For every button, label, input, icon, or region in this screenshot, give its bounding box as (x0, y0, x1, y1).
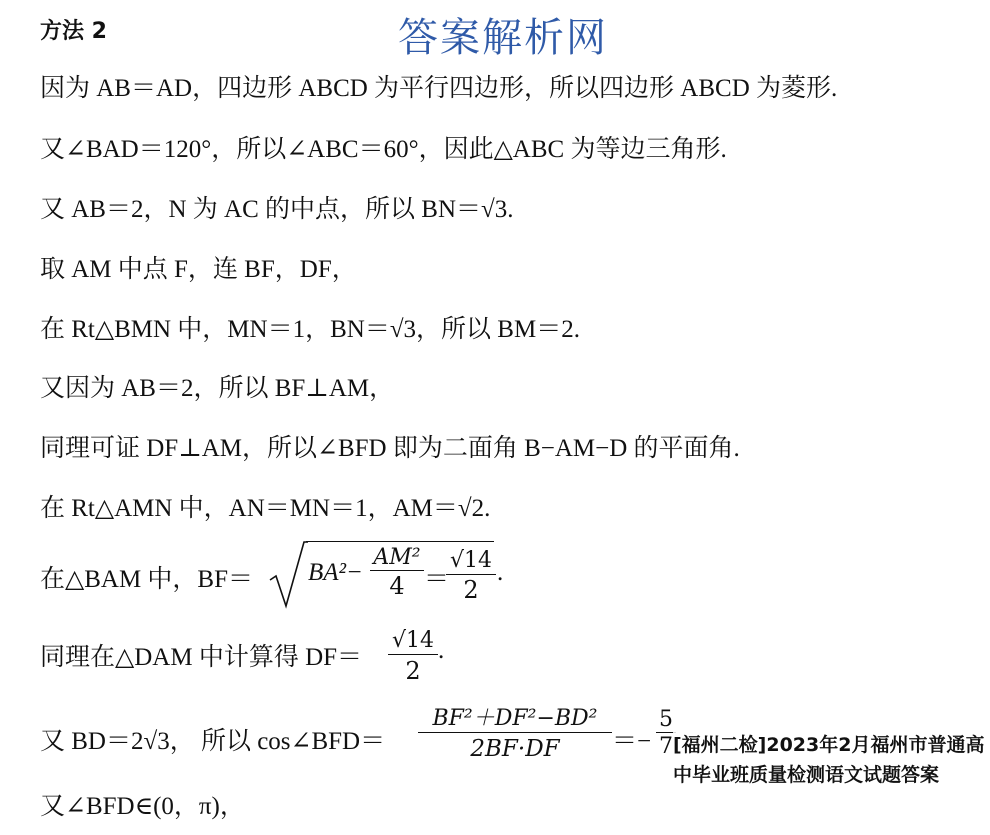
equation-bf-eq: ＝ (424, 566, 450, 593)
equation-cos-eq: ＝− (612, 728, 652, 755)
equation-bf-inner-fraction (370, 546, 424, 601)
fraction-denominator: 2 (405, 657, 421, 685)
equation-bf-inner-left: BA²− (308, 559, 363, 586)
solution-line-7: 同理可证 DF⊥AM，所以∠BFD 即为二面角 B−AM−D 的平面角. (40, 435, 740, 462)
solution-line-3: 又 AB＝2，N 为 AC 的中点，所以 BN＝√3. (40, 196, 514, 223)
equation-bf-prefix: 在△BAM 中，BF＝ (40, 566, 254, 593)
fraction-denominator: 4 (389, 572, 405, 600)
fraction-numerator: √14 (391, 628, 434, 653)
fraction-numerator: AM² (373, 545, 421, 570)
fraction-denominator: 2BF·DF (470, 736, 560, 762)
source-caption: [福州二检]2023年2月福州市普通高中毕业班质量检测语文试题答案 (673, 730, 990, 790)
fraction-numerator: √14 (449, 548, 492, 573)
section-heading: 方法 2 (40, 19, 107, 44)
solution-line-6: 又因为 AB＝2，所以 BF⊥AM， (40, 375, 395, 402)
radical-overline (306, 541, 494, 542)
equation-df-prefix: 同理在△DAM 中计算得 DF＝ (40, 644, 363, 671)
solution-last-line: 又∠BFD∈(0，π)， (40, 793, 245, 820)
solution-line-4: 取 AM 中点 F，连 BF，DF， (40, 256, 357, 283)
equation-cos-prefix: 又 BD＝2√3， 所以 cos∠BFD＝ (40, 728, 386, 755)
watermark-logo: 答案解析网 (398, 15, 608, 61)
solution-line-5: 在 Rt△BMN 中，MN＝1，BN＝√3，所以 BM＝2. (40, 316, 580, 343)
fraction-numerator: BF²＋DF²−BD² (432, 706, 598, 731)
equation-bf-end: . (497, 559, 504, 586)
fraction-denominator: 7 (659, 734, 673, 759)
solution-line-1: 因为 AB＝AD，四边形 ABCD 为平行四边形，所以四边形 ABCD 为菱形. (40, 75, 838, 102)
equation-df-end: . (438, 637, 445, 664)
fraction-numerator: 5 (659, 707, 673, 732)
solution-line-2: 又∠BAD＝120°，所以∠ABC＝60°，因此△ABC 为等边三角形. (40, 136, 727, 163)
radical-sign-icon (268, 540, 308, 610)
fraction-denominator: 2 (463, 576, 479, 604)
equation-df-fraction (388, 628, 438, 687)
solution-line-8: 在 Rt△AMN 中，AN＝MN＝1，AM＝√2. (40, 495, 491, 522)
equation-cos-fraction (418, 706, 612, 765)
equation-bf-result-fraction (446, 548, 496, 605)
